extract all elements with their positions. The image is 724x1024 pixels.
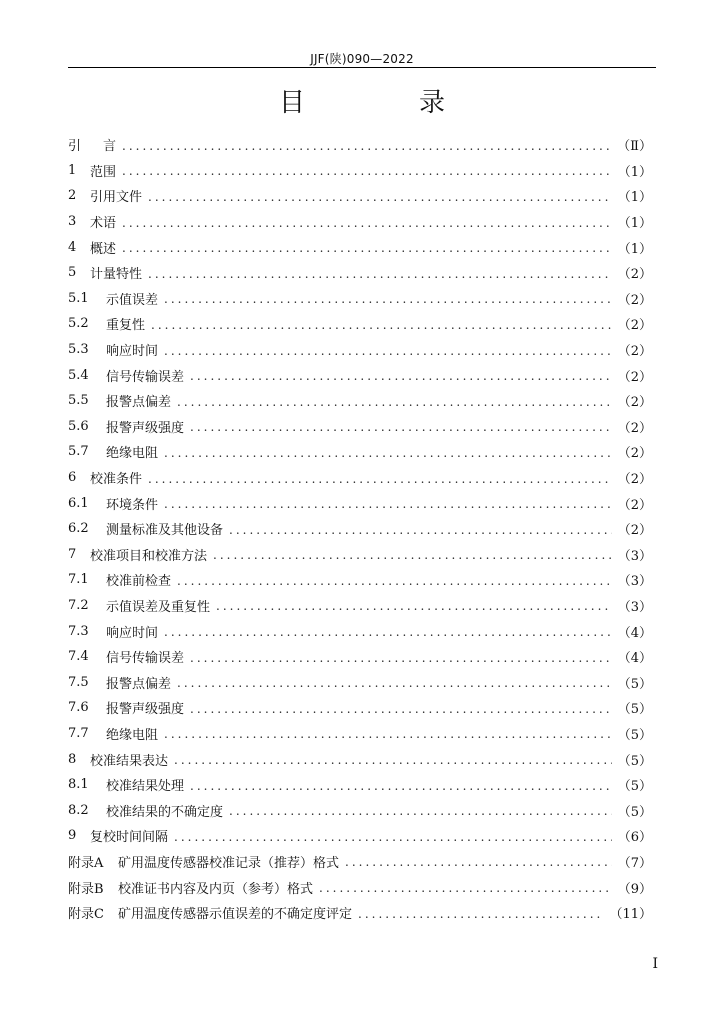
toc-dot-leader: [122, 164, 612, 178]
toc-entry-page: （2）: [617, 344, 652, 360]
toc-entry-number: 5.3: [68, 342, 89, 358]
toc-dot-leader: [177, 574, 612, 588]
toc-entry-number: 5.7: [68, 444, 89, 460]
toc-entry-page: （11）: [609, 907, 652, 923]
toc-entry-page: （7）: [617, 855, 652, 871]
toc-dot-leader: [345, 855, 612, 869]
toc-dot-leader: [164, 292, 612, 306]
toc-dot-leader: [122, 139, 611, 153]
header-rule: [68, 67, 656, 68]
toc-entry-page: （5）: [617, 804, 652, 820]
toc-entry-number: 7.6: [68, 700, 89, 716]
toc-entry-title: 复校时间间隔: [90, 830, 169, 846]
toc-dot-leader: [174, 753, 612, 767]
toc-entry[interactable]: [68, 465, 652, 491]
toc-dot-leader: [229, 523, 612, 537]
toc-entry-page: （2）: [617, 446, 652, 462]
toc-entry-number: 2: [68, 188, 77, 204]
page-title: 目 录: [278, 88, 489, 118]
toc-entry-title: 校准项目和校准方法: [90, 548, 208, 564]
toc-entry-number: 附录A: [68, 855, 104, 871]
toc-dot-leader: [177, 676, 612, 690]
toc-entry-title: 环境条件: [106, 497, 159, 513]
toc-entry[interactable]: [68, 388, 652, 414]
toc-entry-page: （5）: [617, 727, 652, 743]
toc-dot-leader: [190, 420, 612, 434]
toc-dot-leader: [358, 907, 603, 921]
toc-dot-leader: [151, 318, 612, 332]
toc-entry-page: （2）: [617, 292, 652, 308]
toc-entry-page: （2）: [617, 497, 652, 513]
toc-entry-number: 1: [68, 162, 77, 178]
toc-entry[interactable]: [68, 823, 652, 849]
toc-entry-title: 报警点偏差: [106, 395, 172, 411]
toc-entry-number: 5.4: [68, 367, 89, 383]
toc-entry-page: （2）: [617, 318, 652, 334]
toc-entry-title: 测量标准及其他设备: [106, 523, 224, 539]
toc-entry-page: （2）: [617, 267, 652, 283]
toc-entry-title: 信号传输误差: [106, 369, 185, 385]
toc-dot-leader: [122, 216, 612, 230]
toc-entry[interactable]: [68, 567, 652, 593]
toc-entry[interactable]: [68, 311, 652, 337]
toc-entry-page: （5）: [617, 702, 652, 718]
toc-entry-title: 校准结果表达: [90, 753, 169, 769]
toc-entry-page: （Ⅱ）: [617, 139, 652, 155]
toc-entry-page: （6）: [617, 830, 652, 846]
toc-entry[interactable]: [68, 209, 652, 235]
page-number: Ⅰ: [652, 956, 658, 972]
toc-entry-number: 7.7: [68, 725, 89, 741]
toc-entry-title: 重复性: [106, 318, 146, 334]
toc-entry-number: 5.5: [68, 393, 89, 409]
toc-dot-leader: [164, 625, 612, 639]
toc-entry[interactable]: [68, 746, 652, 772]
toc-entry-title: 校准条件: [90, 472, 143, 488]
toc-entry-page: （1）: [617, 241, 652, 257]
toc-entry-title: 范围: [90, 164, 117, 180]
toc-dot-leader: [174, 830, 612, 844]
toc-entry-number: 5.6: [68, 418, 89, 434]
toc-entry-title: 信号传输误差: [106, 651, 185, 667]
toc-entry-title: 校准前检查: [106, 574, 172, 590]
toc-dot-leader: [148, 190, 612, 204]
toc-dot-leader: [177, 395, 612, 409]
toc-entry-number: 6.1: [68, 495, 89, 511]
toc-entry-title: 报警声级强度: [106, 420, 185, 436]
toc-dot-leader: [164, 727, 612, 741]
toc-entry-page: （2）: [617, 395, 652, 411]
toc-entry-number: 引: [68, 139, 82, 155]
toc-entry-number: 7.3: [68, 623, 89, 639]
toc-entry-title: 引用文件: [90, 190, 143, 206]
toc-dot-leader: [164, 446, 612, 460]
toc-entry-page: （5）: [617, 753, 652, 769]
standard-code-header: JJF(陕)090—2022: [310, 52, 414, 66]
toc-entry-title: 示值误差: [106, 292, 159, 308]
toc-entry-number: 6.2: [68, 521, 89, 537]
toc-entry-title: 校准结果处理: [106, 779, 185, 795]
toc-entry-number: 6: [68, 470, 77, 486]
toc-entry[interactable]: [68, 260, 652, 286]
toc-entry[interactable]: [68, 362, 652, 388]
toc-entry-title: 绝缘电阻: [106, 446, 159, 462]
toc-entry-title: 校准证书内容及内页（参考）格式: [118, 881, 314, 897]
toc-entry-title: 报警点偏差: [106, 676, 172, 692]
toc-entry-page: （3）: [617, 599, 652, 615]
toc-entry-page: （1）: [617, 164, 652, 180]
toc-dot-leader: [190, 369, 612, 383]
toc-dot-leader: [319, 881, 612, 895]
toc-entry[interactable]: [68, 414, 652, 440]
toc-entry-number: 7.2: [68, 597, 89, 613]
toc-entry-number: 7: [68, 546, 77, 562]
toc-entry[interactable]: [68, 644, 652, 670]
toc-dot-leader: [122, 241, 612, 255]
toc-entry[interactable]: [68, 772, 652, 798]
toc-entry-page: （5）: [617, 676, 652, 692]
toc-entry[interactable]: [68, 337, 652, 363]
toc-entry-page: （1）: [617, 216, 652, 232]
toc-dot-leader: [164, 497, 612, 511]
toc-entry-page: （3）: [617, 548, 652, 564]
toc-dot-leader: [216, 599, 612, 613]
toc-dot-leader: [148, 472, 612, 486]
table-of-contents: [68, 132, 652, 925]
toc-entry-number: 8.1: [68, 777, 89, 793]
toc-dot-leader: [148, 267, 612, 281]
toc-entry[interactable]: [68, 286, 652, 312]
toc-dot-leader: [213, 548, 612, 562]
toc-entry-number: 3: [68, 214, 77, 230]
toc-entry-number: 5.1: [68, 290, 89, 306]
toc-entry-page: （9）: [617, 881, 652, 897]
toc-entry-title: 报警声级强度: [106, 702, 185, 718]
toc-entry-title: 响应时间: [106, 344, 159, 360]
toc-entry-title: 示值误差及重复性: [106, 599, 211, 615]
toc-entry-number: 8: [68, 751, 77, 767]
toc-entry-number: 5.2: [68, 316, 89, 332]
toc-entry-title: 绝缘电阻: [106, 727, 159, 743]
toc-dot-leader: [164, 344, 612, 358]
toc-entry[interactable]: [68, 797, 652, 823]
toc-entry-title: 矿用温度传感器校准记录（推荐）格式: [118, 855, 340, 871]
toc-entry-page: （3）: [617, 574, 652, 590]
toc-entry-number: 9: [68, 828, 77, 844]
toc-entry[interactable]: [68, 900, 652, 926]
toc-dot-leader: [190, 702, 612, 716]
toc-entry-number: 7.5: [68, 674, 89, 690]
toc-entry[interactable]: [68, 158, 652, 184]
toc-entry-number: 4: [68, 239, 77, 255]
toc-entry-page: （2）: [617, 420, 652, 436]
toc-entry[interactable]: [68, 542, 652, 568]
toc-entry[interactable]: [68, 183, 652, 209]
toc-entry-page: （4）: [617, 625, 652, 641]
toc-entry-title: 矿用温度传感器示值误差的不确定度评定: [118, 907, 353, 923]
toc-entry-page: （2）: [617, 369, 652, 385]
toc-entry-title: 响应时间: [106, 625, 159, 641]
toc-entry-page: （4）: [617, 651, 652, 667]
toc-entry[interactable]: [68, 874, 652, 900]
toc-entry-title: 言: [90, 139, 117, 155]
toc-entry-number: 7.1: [68, 572, 89, 588]
toc-dot-leader: [190, 779, 612, 793]
toc-entry-title: 计量特性: [90, 267, 143, 283]
toc-entry-title: 概述: [90, 241, 117, 257]
toc-entry-number: 7.4: [68, 649, 89, 665]
toc-entry[interactable]: [68, 516, 652, 542]
toc-entry[interactable]: [68, 721, 652, 747]
toc-entry[interactable]: [68, 669, 652, 695]
toc-entry-number: 附录B: [68, 881, 104, 897]
toc-entry[interactable]: [68, 132, 652, 158]
toc-entry[interactable]: [68, 439, 652, 465]
toc-entry[interactable]: [68, 234, 652, 260]
toc-entry-page: （5）: [617, 779, 652, 795]
toc-entry-number: 附录C: [68, 907, 104, 923]
toc-entry[interactable]: [68, 490, 652, 516]
toc-entry-page: （2）: [617, 523, 652, 539]
toc-dot-leader: [229, 804, 612, 818]
toc-entry-number: 8.2: [68, 802, 89, 818]
toc-entry-title: 术语: [90, 216, 117, 232]
toc-entry[interactable]: [68, 593, 652, 619]
toc-dot-leader: [190, 651, 612, 665]
toc-entry-title: 校准结果的不确定度: [106, 804, 224, 820]
toc-entry[interactable]: [68, 849, 652, 875]
toc-entry-page: （1）: [617, 190, 652, 206]
toc-entry[interactable]: [68, 695, 652, 721]
toc-entry[interactable]: [68, 618, 652, 644]
toc-entry-page: （2）: [617, 472, 652, 488]
toc-entry-number: 5: [68, 265, 77, 281]
